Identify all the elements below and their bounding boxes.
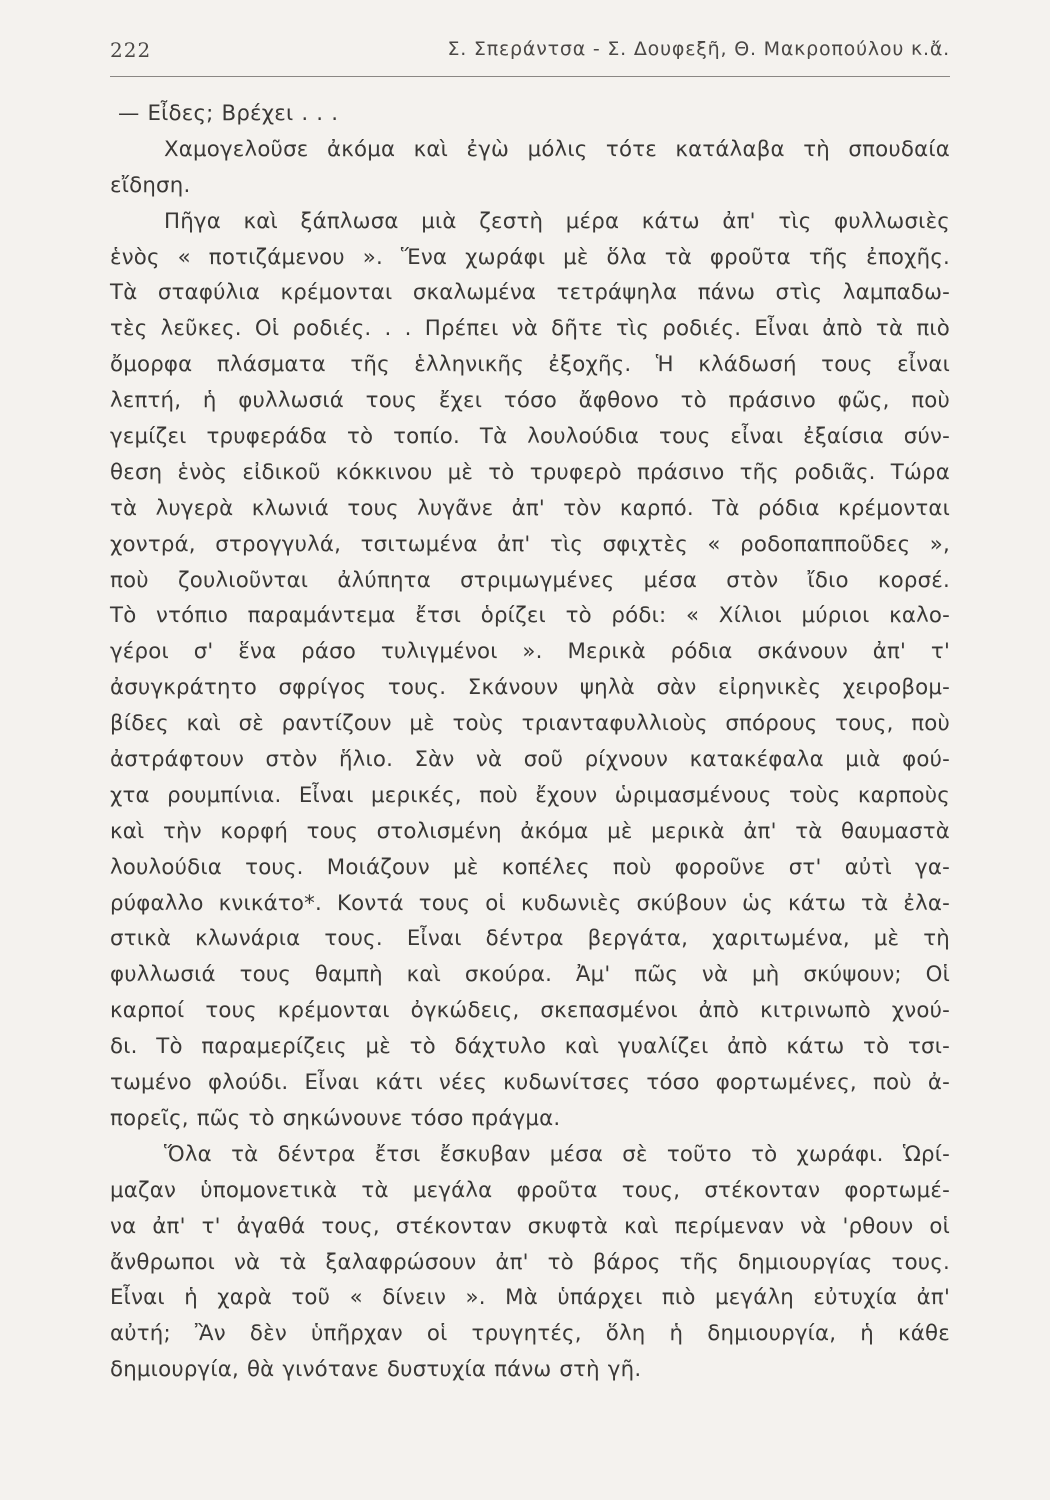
text-line: τὰ λυγερὰ κλωνιά τους λυγᾶνε ἀπ' τὸν καρπό. Τὰ ρόδια κρέμονται <box>110 495 950 521</box>
text-line: Ὅλα τὰ δέντρα ἔτσι ἔσκυβαν μέσα σὲ τοῦτο τὸ χωράφι. Ὡρί- <box>164 1141 950 1167</box>
text-line: Τὸ ντόπιο παραμάντεμα ἔτσι ὁρίζει τὸ ρόδι: « Χίλιοι μύριοι καλο- <box>110 603 950 629</box>
text-line: θεση ἑνὸς εἰδικοῦ κόκκινου μὲ τὸ τρυφερὸ πράσινο τῆς ροδιᾶς. Τώρα <box>110 459 950 485</box>
text-line: Πῆγα καὶ ξάπλωσα μιὰ ζεστὴ μέρα κάτω ἀπ' τὶς φυλλωσιὲς <box>164 208 950 234</box>
text-line: Χαμογελοῦσε ἀκόμα καὶ ἐγὼ μόλις τότε κατάλαβα τὴ σπουδαία <box>164 136 950 162</box>
text-line: βίδες καὶ σὲ ραντίζουν μὲ τοὺς τριανταφυλλιοὺς σπόρους τους, ποὺ <box>110 711 950 737</box>
text-line: Εἶναι ἡ χαρὰ τοῦ « δίνειν ». Μὰ ὑπάρχει πιὸ μεγάλη εὐτυχία ἀπ' <box>110 1285 950 1311</box>
text-line: γέροι σ' ἕνα ράσο τυλιγμένοι ». Μερικὰ ρόδια σκάνουν ἀπ' τ' <box>110 639 950 665</box>
text-line: στικὰ κλωνάρια τους. Εἶναι δέντρα βεργάτα, χαριτωμένα, μὲ τὴ <box>110 926 950 952</box>
text-line: μαζαν ὑπομονετικὰ τὰ μεγάλα φροῦτα τους, στέκονταν φορτωμέ- <box>110 1177 950 1203</box>
text-line: χτα ρουμπίνια. Εἶναι μερικές, ποὺ ἔχουν ὡριμασμένους τοὺς καρποὺς <box>110 782 950 808</box>
text-line: αὐτή; Ἂν δὲν ὑπῆρχαν οἱ τρυγητές, ὅλη ἡ δημιουργία, ἡ κάθε <box>110 1321 950 1347</box>
text-line: δι. Τὸ παραμερίζεις μὲ τὸ δάχτυλο καὶ γυαλίζει ἀπὸ κάτω τὸ τσι- <box>110 1034 950 1060</box>
text-line: πορεῖς, πῶς τὸ σηκώνουνε τόσο πράγμα. <box>110 1105 561 1131</box>
text-line: ρύφαλλο κνικάτο*. Κοντά τους οἱ κυδωνιὲς σκύβουν ὡς κάτω τὰ ἐλα- <box>110 890 950 916</box>
text-line: καρποί τους κρέμονται ὀγκώδεις, σκεπασμένοι ἀπὸ κιτρινωπὸ χνού- <box>110 998 950 1024</box>
text-line: να ἀπ' τ' ἀγαθά τους, στέκονταν σκυφτὰ καὶ περίμεναν νὰ 'ρθουν οἱ <box>110 1213 950 1239</box>
text-line: τὲς λεῦκες. Οἱ ροδιές. . . Πρέπει νὰ δῆτε τὶς ροδιές. Εἶναι ἀπὸ τὰ πιὸ <box>110 316 950 342</box>
text-line: ἑνὸς « ποτιζάμενου ». Ἕνα χωράφι μὲ ὅλα τὰ φροῦτα τῆς ἐποχῆς. <box>110 244 950 270</box>
text-line: εἴδηση. <box>110 172 191 198</box>
running-head <box>110 36 950 77</box>
page-number: 222 <box>110 38 152 62</box>
text-line: ἀσυγκράτητο σφρίγος τους. Σκάνουν ψηλὰ σὰν εἰρηνικὲς χειροβομ- <box>110 675 950 701</box>
body-text <box>110 96 950 1388</box>
text-line: χοντρά, στρογγυλά, τσιτωμένα ἀπ' τὶς σφιχτὲς « ροδοπαπποῦδες », <box>110 531 950 557</box>
text-line: τωμένο φλούδι. Εἶναι κάτι νέες κυδωνίτσες τόσο φορτωμένες, ποὺ ἀ- <box>110 1070 950 1096</box>
text-line: καὶ τὴν κορφή τους στολισμένη ἀκόμα μὲ μερικὰ ἀπ' τὰ θαυμαστὰ <box>110 818 950 844</box>
text-line: ἀστράφτουν στὸν ἥλιο. Σὰν νὰ σοῦ ρίχνουν κατακέφαλα μιὰ φού- <box>110 747 950 773</box>
text-line: ἄνθρωποι νὰ τὰ ξαλαφρώσουν ἀπ' τὸ βάρος τῆς δημιουργίας τους. <box>110 1249 950 1275</box>
text-line: λεπτή, ἡ φυλλωσιά τους ἔχει τόσο ἄφθονο τὸ πράσινο φῶς, ποὺ <box>110 388 950 414</box>
text-line: ὄμορφα πλάσματα τῆς ἑλληνικῆς ἐξοχῆς. Ἡ κλάδωσή τους εἶναι <box>110 352 950 378</box>
text-line: φυλλωσιά τους θαμπὴ καὶ σκούρα. Ἀμ' πῶς νὰ μὴ σκύψουν; Οἱ <box>110 962 950 988</box>
text-line: δημιουργία, θὰ γινότανε δυστυχία πάνω στὴ γῆ. <box>110 1357 642 1383</box>
text-line: ποὺ ζουλιοῦνται ἀλύπητα στριμωγμένες μέσα στὸν ἴδιο κορσέ. <box>110 567 950 593</box>
text-line: γεμίζει τρυφεράδα τὸ τοπίο. Τὰ λουλούδια τους εἶναι ἐξαίσια σύν- <box>110 424 950 450</box>
text-line: λουλούδια τους. Μοιάζουν μὲ κοπέλες ποὺ φοροῦνε στ' αὐτὶ γα- <box>110 854 950 880</box>
text-line: — Εἶδες; Βρέχει . . . <box>118 101 339 126</box>
running-title: Σ. Σπεράντσα - Σ. Δουφεξῆ, Θ. Μακροπούλου κ.ἄ. <box>447 38 950 60</box>
text-line: Τὰ σταφύλια κρέμονται σκαλωμένα τετράψηλα πάνω στὶς λαμπαδω- <box>110 280 950 306</box>
